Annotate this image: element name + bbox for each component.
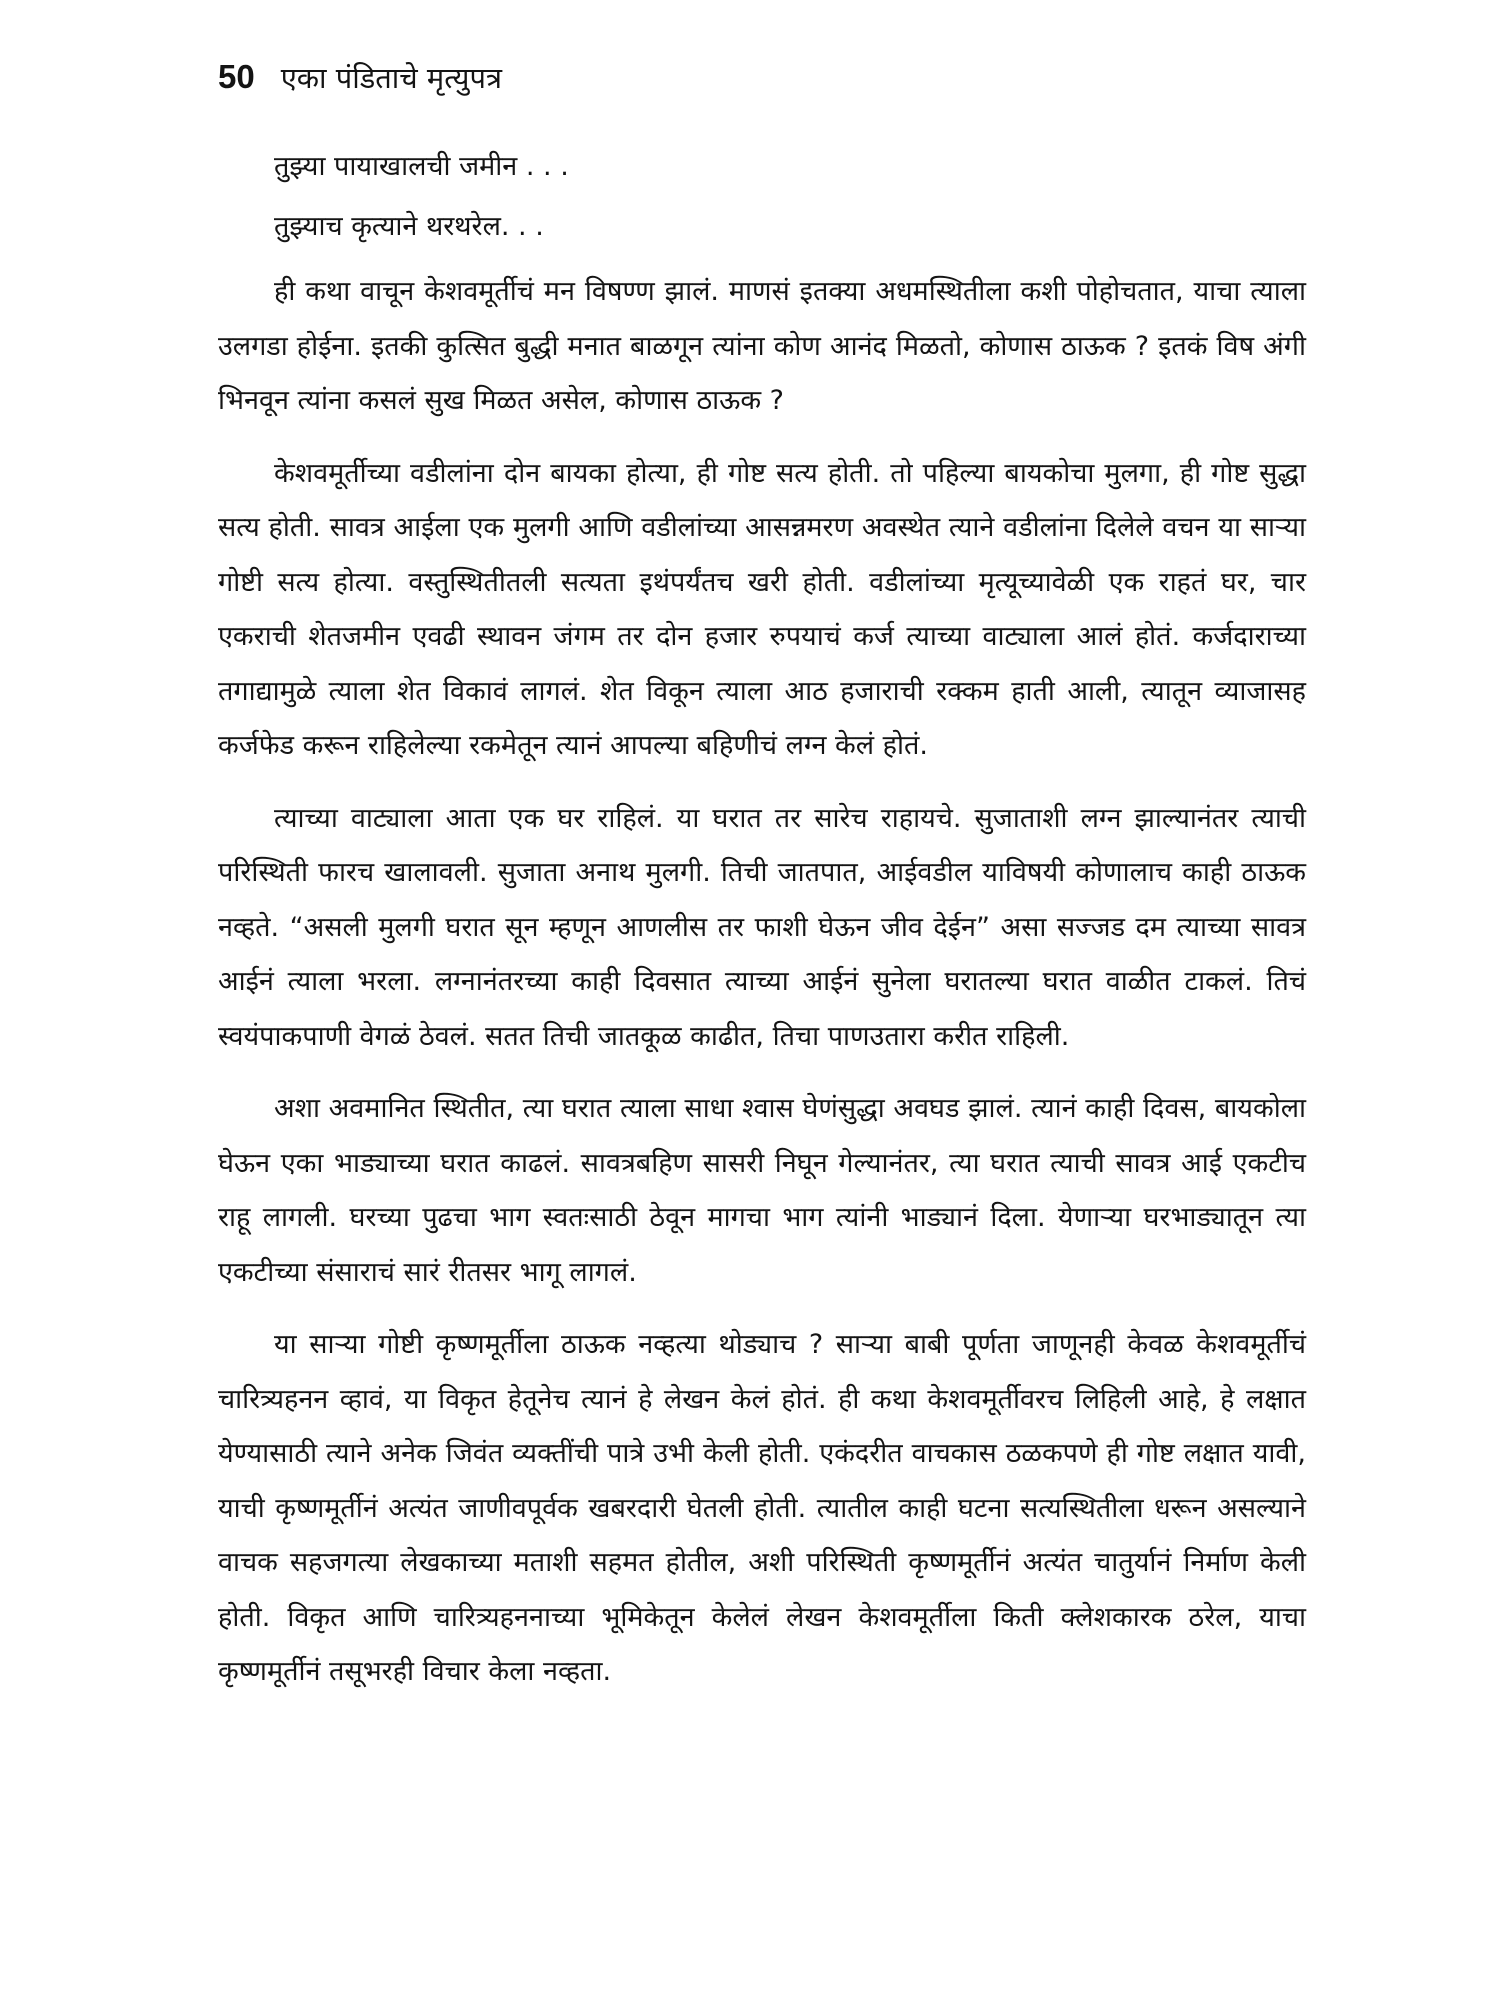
verse-line: तुझ्या पायाखालची जमीन . . . xyxy=(274,151,569,182)
verse-line: तुझ्याच कृत्याने थरथरेल. . . xyxy=(274,211,544,242)
running-title: एका पंडिताचे मृत्युपत्र xyxy=(280,61,502,95)
page-body xyxy=(218,137,1306,1718)
page-header xyxy=(218,58,502,118)
paragraph: केशवमूर्तीच्या वडीलांना दोन बायका होत्या, ही गोष्ट सत्य होती. तो पहिल्या बायकोचा मुलगा, ही गोष्ट सुद्धा सत्य होती. सावत्र आईला एक मुलगी आणि वडीलांच्या आसन्नमरण अवस्थेत त्याने वडीलांना दिलेले वचन या साऱ्या गोष्टी सत्य होत्या. वस्तुस्थितीतली सत्यता इथंपर्यंतच खरी होती. वडीलांच्या मृत्यूच्यावेळी एक राहतं घर, चार एकराची शेतजमीन एवढी स्थावन जंगम तर दोन हजार रुपयाचं कर्ज त्याच्या वाट्याला आलं होतं. कर्जदाराच्या तगाद्यामुळे त्याला शेत विकावं लागलं. शेत विकून त्याला आठ हजाराची रक्कम हाती आली, त्यातून व्याजासह कर्जफेड करून राहिलेल्या रकमेतून त्यानं आपल्या बहिणीचं लग्न केलं होतं. xyxy=(218,457,1306,761)
paragraph: ही कथा वाचून केशवमूर्तीचं मन विषण्ण झालं. माणसं इतक्या अधमस्थितीला कशी पोहोचतात, याचा त्याला उलगडा होईना. इतकी कुत्सित बुद्धी मनात बाळगून त्यांना कोण आनंद मिळतो, कोणास ठाऊक ? इतकं विष अंगी भिनवून त्यांना कसलं सुख मिळत असेल, कोणास ठाऊक ? xyxy=(218,276,1306,416)
paragraph: या साऱ्या गोष्टी कृष्णमूर्तीला ठाऊक नव्हत्या थोड्याच ? साऱ्या बाबी पूर्णता जाणूनही केवळ केशवमूर्तीचं चारित्र्यहनन व्हावं, या विकृत हेतूनेच त्यानं हे लेखन केलं होतं. ही कथा केशवमूर्तीवरच लिहिली आहे, हे लक्षात येण्यासाठी त्याने अनेक जिवंत व्यक्तींची पात्रे उभी केली होती. एकंदरीत वाचकास ठळकपणे ही गोष्ट लक्षात यावी, याची कृष्णमूर्तीनं अत्यंत जाणीवपूर्वक खबरदारी घेतली होती. त्यातील काही घटना सत्यस्थितीला धरून असल्याने वाचक सहजगत्या लेखकाच्या मताशी सहमत होतील, अशी परिस्थिती कृष्णमूर्तीनं अत्यंत चातुर्यानं निर्माण केली होती. विकृत आणि चारित्र्यहननाच्या भूमिकेतून केलेलं लेखन केशवमूर्तीला किती क्लेशकारक ठरेल, याचा कृष्णमूर्तीनं तसूभरही विचार केला नव्हता. xyxy=(218,1329,1306,1687)
paragraph: त्याच्या वाट्याला आता एक घर राहिलं. या घरात तर सारेच राहायचे. सुजाताशी लग्न झाल्यानंतर त्याची परिस्थिती फारच खालावली. सुजाता अनाथ मुलगी. तिची जातपात, आईवडील याविषयी कोणालाच काही ठाऊक नव्हते. “असली मुलगी घरात सून म्हणून आणलीस तर फाशी घेऊन जीव देईन” असा सज्जड दम त्याच्या सावत्र आईनं त्याला भरला. लग्नानंतरच्या काही दिवसात त्याच्या आईनं सुनेला घरातल्या घरात वाळीत टाकलं. तिचं स्वयंपाकपाणी वेगळं ठेवलं. सतत तिची जातकूळ काढीत, तिचा पाणउतारा करीत राहिली. xyxy=(218,802,1306,1052)
page-number: 50 xyxy=(218,58,255,95)
paragraph: अशा अवमानित स्थितीत, त्या घरात त्याला साधा श्वास घेणंसुद्धा अवघड झालं. त्यानं काही दिवस, बायकोला घेऊन एका भाड्याच्या घरात काढलं. सावत्रबहिण सासरी निघून गेल्यानंतर, त्या घरात त्याची सावत्र आई एकटीच राहू लागली. घरच्या पुढचा भाग स्वतःसाठी ठेवून मागचा भाग त्यांनी भाड्यानं दिला. येणाऱ्या घरभाड्यातून त्या एकटीच्या संसाराचं सारं रीतसर भागू लागलं. xyxy=(218,1093,1306,1288)
